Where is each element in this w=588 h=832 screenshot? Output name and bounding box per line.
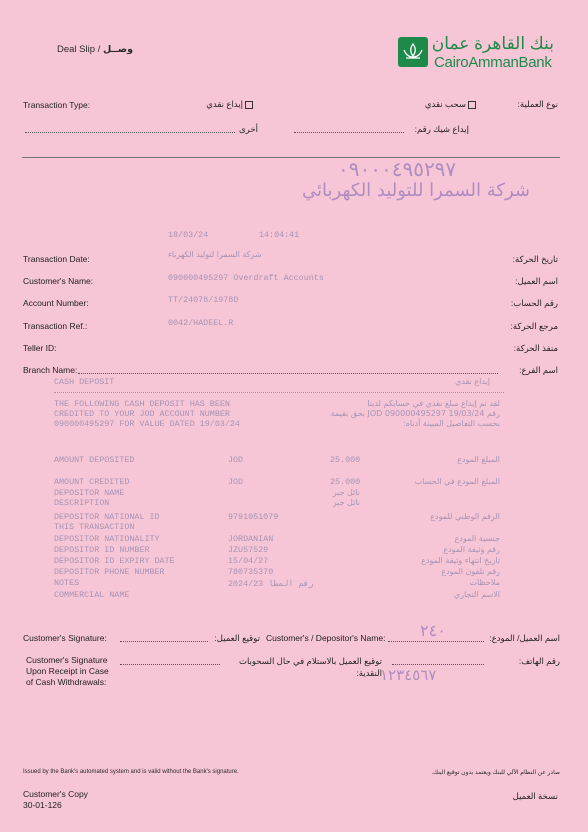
cash-deposit-title: CASH DEPOSIT	[54, 377, 115, 387]
message-line-1: THE FOLLOWING CASH DEPOSIT HAS BEEN	[54, 399, 230, 409]
printed-time: 14:04:41	[259, 230, 300, 240]
header-rule	[22, 157, 560, 158]
detail-value-ar: نائل جبر	[332, 488, 360, 497]
cash-deposit-checkbox	[245, 101, 253, 109]
detail-value: 780735370	[228, 567, 274, 577]
detail-label: DEPOSITOR NATIONAL ID	[54, 512, 160, 522]
handwritten-signature-amount: ٢٤٠	[420, 621, 446, 640]
message-line-3: 090000495297 FOR VALUE DATED 19/03/24	[54, 419, 240, 429]
detail-label: DEPOSITOR NAME	[54, 488, 125, 498]
teller-id-label-ar: منفذ الحركة:	[513, 343, 558, 353]
transaction-type-label-ar: نوع العملية:	[517, 99, 558, 109]
cheque-dotline	[294, 132, 404, 133]
transaction-type-label: Transaction Type:	[23, 100, 91, 110]
amount-credited-value: 25.000	[330, 477, 361, 487]
transaction-date-value-ar: شركة السمرا لتوليد الكهرباء	[168, 250, 262, 259]
detail-label-ar: رقم وثيقة المودع	[443, 545, 500, 554]
account-number-label: Account Number:	[23, 298, 89, 308]
detail-label: NOTES	[54, 578, 80, 588]
customer-copy-label-ar: نسخة العميل	[512, 791, 558, 801]
detail-label: DEPOSITOR ID EXPIRY DATE	[54, 556, 175, 566]
detail-value: 9791051079	[228, 512, 279, 522]
customer-copy-label: Customer's Copy	[23, 789, 88, 799]
branch-name-label-ar: اسم الفرع:	[519, 365, 558, 375]
handwritten-signature-line: ١٢٣٤٥٦٧	[380, 666, 437, 684]
message-line-2: CREDITED TO YOUR JOD ACCOUNT NUMBER	[54, 409, 230, 419]
depositor-name-label: Customer's / Depositor's Name:	[266, 633, 386, 643]
depositor-name-label-ar: اسم العميل/ المودع:	[489, 633, 560, 643]
branch-name-label: Branch Name:	[23, 365, 78, 375]
transaction-date-label: Transaction Date:	[23, 254, 90, 264]
receipt-signature-label-1: Customer's Signature	[26, 655, 108, 665]
transaction-ref-label-ar: مرجع الحركة:	[510, 321, 558, 331]
detail-label: DEPOSITOR NATIONALITY	[54, 534, 160, 544]
cash-deposit-title-ar: إيداع نقدي	[455, 377, 490, 386]
detail-label-ar: الاسم التجاري	[453, 590, 500, 599]
amount-credited-currency: JOD	[228, 477, 244, 487]
amount-deposited-currency: JOD	[228, 455, 244, 465]
account-number-value: TT/24078/1978D	[168, 295, 239, 305]
amount-credited-label-ar: المبلغ المودع في الحساب	[414, 477, 500, 486]
handwritten-number: ٠٩٠٠٠٤٩٥٢٩٧	[338, 157, 457, 181]
slip-title	[57, 44, 133, 55]
detail-label-ar: تاريخ انتهاء وثيقة المودع	[421, 556, 500, 565]
cash-withdrawal-checkbox	[468, 101, 476, 109]
teller-id-label: Teller ID:	[23, 343, 57, 353]
message-line-ar-3: بحسب التفاصيل المبينة أدناه:	[403, 419, 500, 428]
phone-label-ar: رقم الهاتف:	[518, 656, 560, 666]
detail-label-ar: جنسية المودع	[454, 534, 500, 543]
customer-signature-label-ar: توقيع العميل:	[214, 633, 260, 643]
transaction-ref-label: Transaction Ref.:	[23, 321, 88, 331]
amount-deposited-label: AMOUNT DEPOSITED	[54, 455, 135, 465]
customer-name-label: Customer's Name:	[23, 276, 94, 286]
account-number-label-ar: رقم الحساب:	[510, 298, 558, 308]
body-dotline	[54, 392, 504, 393]
receipt-signature-label-ar-1: توقيع العميل بالاستلام في حال السحوبات	[238, 656, 382, 666]
customer-signature-label: Customer's Signature:	[23, 633, 107, 643]
bank-name-en: CairoAmmanBank	[434, 54, 552, 71]
detail-value-ar: نائل جبر	[332, 498, 360, 507]
bank-logo	[398, 37, 428, 67]
handwritten-company: شركة السمرا للتوليد الكهربائي	[302, 180, 530, 201]
other-dotline	[25, 132, 235, 133]
detail-label: COMMERCIAL NAME	[54, 590, 130, 600]
amount-credited-label: AMOUNT CREDITED	[54, 477, 130, 487]
depositor-name-line	[388, 641, 484, 642]
footer-note-en: Issued by the Bank's automated system and is valid without the Bank's signature.	[23, 769, 239, 775]
customer-name-label-ar: اسم العميل:	[515, 276, 558, 286]
customer-signature-line	[120, 641, 208, 642]
slip-title-ar: وصــل	[102, 44, 134, 55]
form-code: 30-01-126	[23, 800, 62, 810]
printed-date: 18/03/24	[168, 230, 209, 240]
phone-line	[392, 664, 484, 665]
detail-label: DEPOSITOR ID NUMBER	[54, 545, 150, 555]
detail-label: DESCRIPTION	[54, 498, 110, 508]
other-label: أخرى	[239, 124, 258, 134]
slip-title-en: Deal Slip /	[57, 44, 101, 55]
amount-deposited-label-ar: المبلغ المودع	[457, 455, 500, 464]
message-line-ar-1: لقد تم إيداع مبلغ نقدي في حسابكم لدينا	[367, 399, 500, 408]
cash-withdrawal-option: سحب نقدي	[400, 99, 478, 110]
receipt-signature-label-ar-2: النقدية:	[356, 668, 382, 678]
amount-deposited-value: 25.000	[330, 455, 361, 465]
cheque-deposit-label: إيداع شيك رقم:	[414, 124, 469, 134]
receipt-signature-label-2: Upon Receipt in Case	[26, 666, 109, 676]
lotus-icon	[398, 37, 428, 67]
footer-note-ar: صادر عن النظام الآلي للبنك ويعتمد بدون توقيع البنك.	[431, 770, 560, 776]
detail-value: 2024/23 رقم المطا	[228, 579, 314, 589]
detail-label: DEPOSITOR PHONE NUMBER	[54, 567, 165, 577]
customer-name-value: 090000495297 Overdraft Accounts	[168, 273, 324, 283]
bank-name-ar: بنك القاهرة عمان	[431, 34, 554, 53]
detail-label-ar: ملاحظات	[469, 578, 500, 587]
detail-label-ar: رقم تلفون المودع	[441, 567, 500, 576]
transaction-date-label-ar: تاريخ الحركة:	[512, 254, 558, 264]
detail-value: JZU57529	[228, 545, 269, 555]
message-line-ar-2: رقم JOD 090000495297 19/03/24 بحق بقيمة	[330, 409, 500, 418]
detail-value: JORDANIAN	[228, 534, 274, 544]
detail-value: 15/04/27	[228, 556, 269, 566]
branch-dotline	[78, 373, 498, 374]
transaction-ref-value: 0042/HADEEL.R	[168, 318, 234, 328]
detail-label: THIS TRANSACTION	[54, 522, 135, 532]
receipt-signature-line	[120, 664, 220, 665]
receipt-signature-label-3: of Cash Withdrawals:	[26, 677, 107, 687]
detail-label-ar: الرقم الوطني للمودع	[430, 512, 500, 521]
cash-deposit-option: إيداع نقدي	[190, 99, 255, 110]
